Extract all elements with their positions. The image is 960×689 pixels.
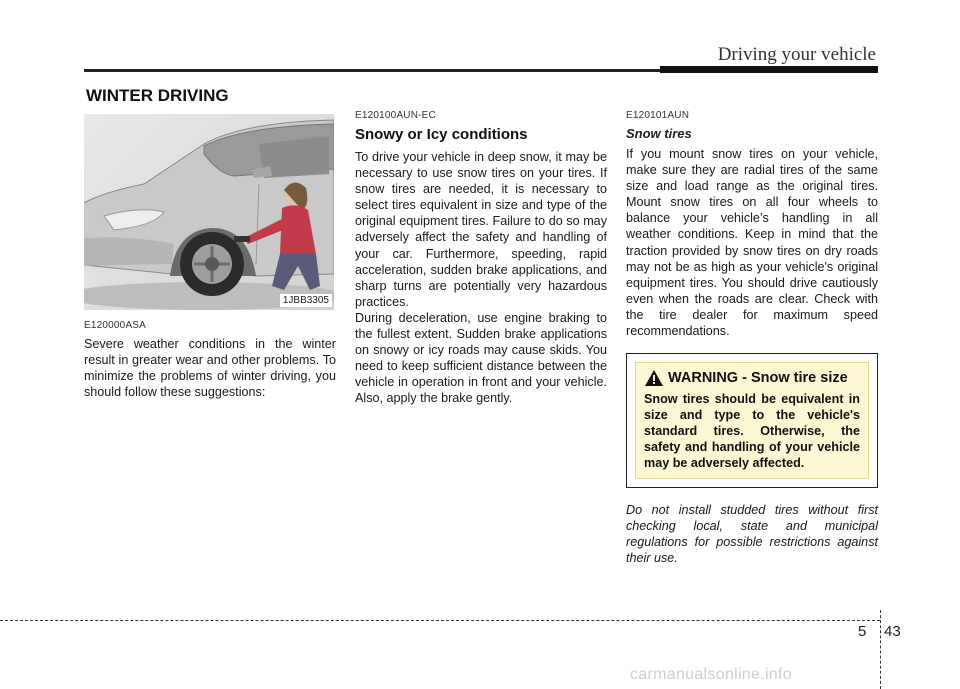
intro-text: Severe weather conditions in the winter result in greater wear and other problems. To minimize the problems of winter driving, you should follow these suggestions:	[84, 337, 336, 400]
section-title: WINTER DRIVING	[86, 86, 229, 105]
car-illustration	[84, 114, 334, 310]
section-code: E120000ASA	[84, 320, 147, 331]
chapter-number: 5	[858, 623, 867, 640]
subsection-heading: Snowy or Icy conditions	[355, 126, 528, 143]
figure-label: 1JBB3305	[280, 294, 332, 307]
snow-tires-text: If you mount snow tires on your vehicle, make sure they are radial tires of the same size and load range as the original tires. Mount snow tires on all four wheels to balance your vehicle’s handling in all weather conditions. Keep in mind that the traction provided by snow tires on dry roads may not be as high as your vehicle's original equipment tires. You should drive cautiously even when the roads are clear. Check with the tire dealer for maximum speed recommendations.	[626, 147, 878, 339]
section-code: E120100AUN-EC	[355, 110, 436, 121]
studded-tires-note: Do not install studded tires without first checking local, state and municipal regulations for possible restrictions against their use.	[626, 503, 878, 566]
subsection-heading: Snow tires	[626, 126, 692, 141]
header-bar	[660, 66, 878, 73]
column-right	[626, 110, 878, 566]
snowy-icy-text: To drive your vehicle in deep snow, it may be necessary to use snow tires on your tires. If snow tires are needed, it is necessary to select tires equivalent in size and type of the original equipment tires. Failure to do so may adversely affect the safety and handling of your car. Furthermore, speeding, rapid acceleration, sudden brake applications, and sharp turns are potentially very hazardous practices.	[355, 150, 607, 309]
warning-box	[626, 353, 878, 488]
header-rule	[84, 69, 664, 72]
warning-triangle-icon	[644, 369, 664, 387]
section-code: E120101AUN	[626, 110, 690, 121]
deceleration-text: During deceleration, use engine braking to the fullest extent. Sudden brake applications on snowy or icy roads may cause skids. You need to keep sufficient distance between the vehicle in operation in front and your vehicle. Also, apply the brake gently.	[355, 310, 607, 406]
column-left	[84, 110, 336, 400]
warning-text: Snow tires should be equivalent in size and type to the vehicle's standard tires. Otherwise, the safety and handling of your vehicle may be adversely affected.	[644, 392, 860, 471]
footer-rule	[0, 620, 880, 621]
car-tire-illustration	[84, 114, 334, 310]
column-middle	[355, 110, 607, 407]
warning-title: WARNING - Snow tire size	[668, 370, 848, 387]
footer-divider	[880, 610, 881, 689]
watermark: carmanualsonline.info	[630, 666, 792, 683]
header-title: Driving your vehicle	[717, 44, 876, 65]
page-number: 43	[884, 623, 901, 640]
